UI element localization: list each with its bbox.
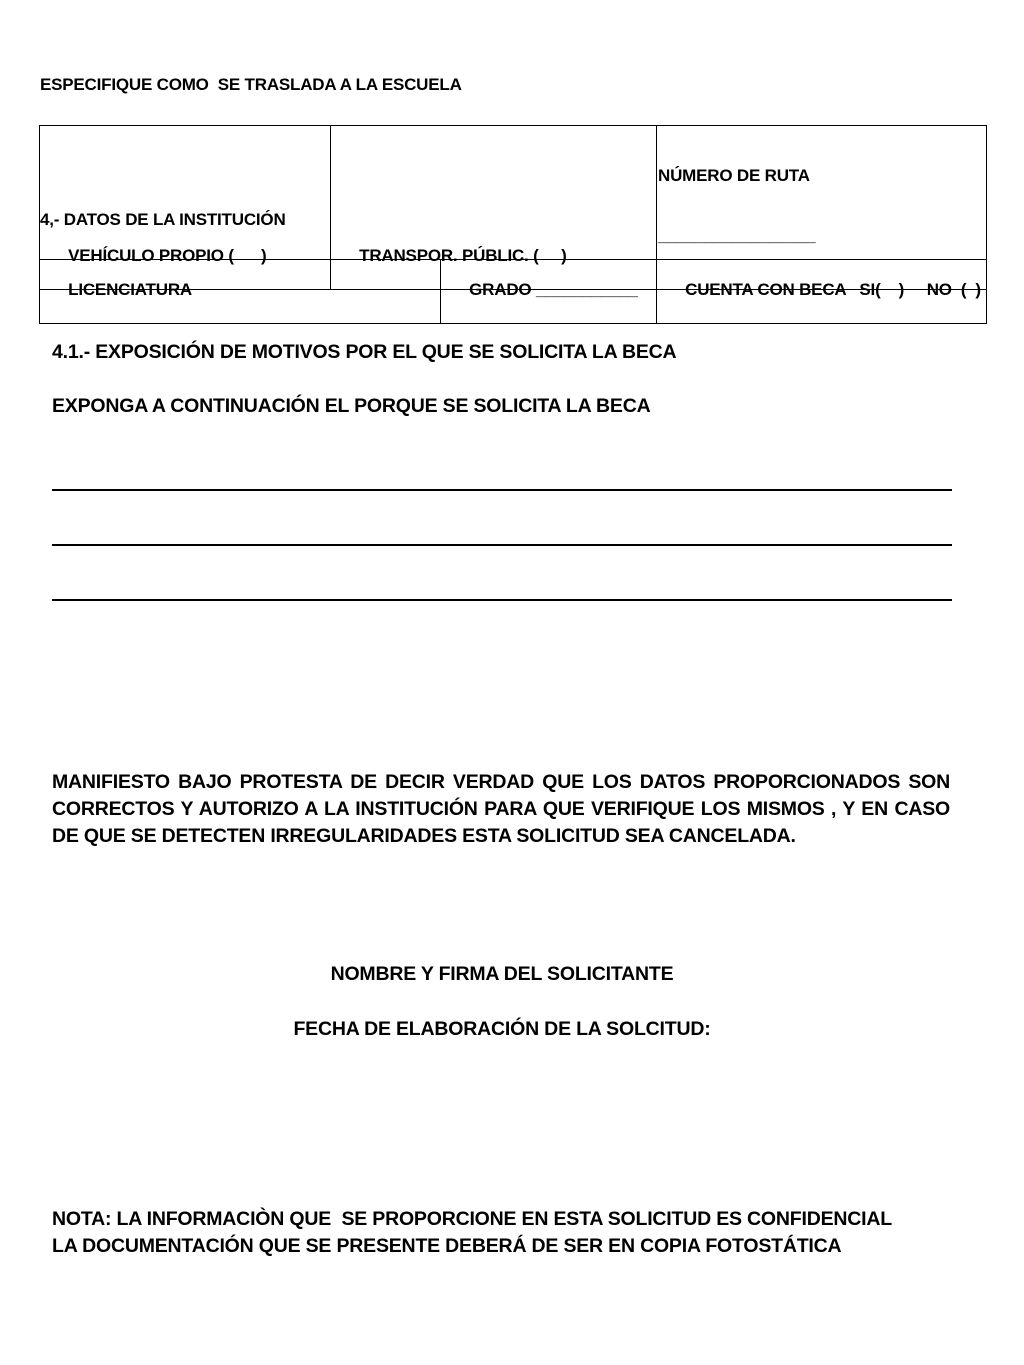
answer-line-1[interactable] [52,489,952,491]
institution-table [39,259,987,324]
vehicle-option-label: VEHÍCULO PROPIO ( ) [68,246,267,265]
grade-label: GRADO ___________ [469,280,638,299]
public-transport-option-label: TRANSPOR. PÚBLIC. ( ) [359,246,567,265]
answer-line-3[interactable] [52,599,952,601]
date-label: FECHA DE ELABORACIÓN DE LA SOLCITUD: [293,1018,711,1040]
answer-line-2[interactable] [52,544,952,546]
motives-heading: 4.1.- EXPOSICIÓN DE MOTIVOS POR EL QUE SE SOLICITA LA BECA [52,341,677,363]
route-number-label: NÚMERO DE RUTA [658,166,810,185]
degree-label: LICENCIATURA [68,280,192,299]
motives-instruction: EXPONGA A CONTINUACIÓN EL PORQUE SE SOLICITA LA BECA [52,395,651,417]
grade-cell[interactable] [441,260,657,324]
scholarship-label: CUENTA CON BECA SI( ) NO ( ) [685,280,981,299]
route-number-blank[interactable]: _________________ [658,226,816,245]
signature-label: NOMBRE Y FIRMA DEL SOLICITANTE [330,963,674,985]
note-photocopy: LA DOCUMENTACIÓN QUE SE PRESENTE DEBERÁ DE SER EN COPIA FOTOSTÁTICA [52,1235,842,1257]
note-confidential: NOTA: LA INFORMACIÒN QUE SE PROPORCIONE EN ESTA SOLICITUD ES CONFIDENCIAL [52,1208,892,1230]
declaration-paragraph: MANIFIESTO BAJO PROTESTA DE DECIR VERDAD QUE LOS DATOS PROPORCIONADOS SON CORRECTOS Y AUTORIZO A LA INSTITUCIÓN PARA QUE VERIFIQUE LOS MISMOS , Y EN CASO DE QUE SE DETECTEN IRREGULARIDADES ESTA SOLICITUD SEA CANCELADA. [52,771,950,847]
degree-cell[interactable] [40,260,441,324]
scholarship-cell[interactable] [657,260,987,324]
institution-heading: 4,- DATOS DE LA INSTITUCIÓN [40,210,286,229]
transport-heading: ESPECIFIQUE COMO SE TRASLADA A LA ESCUELA [40,75,462,94]
